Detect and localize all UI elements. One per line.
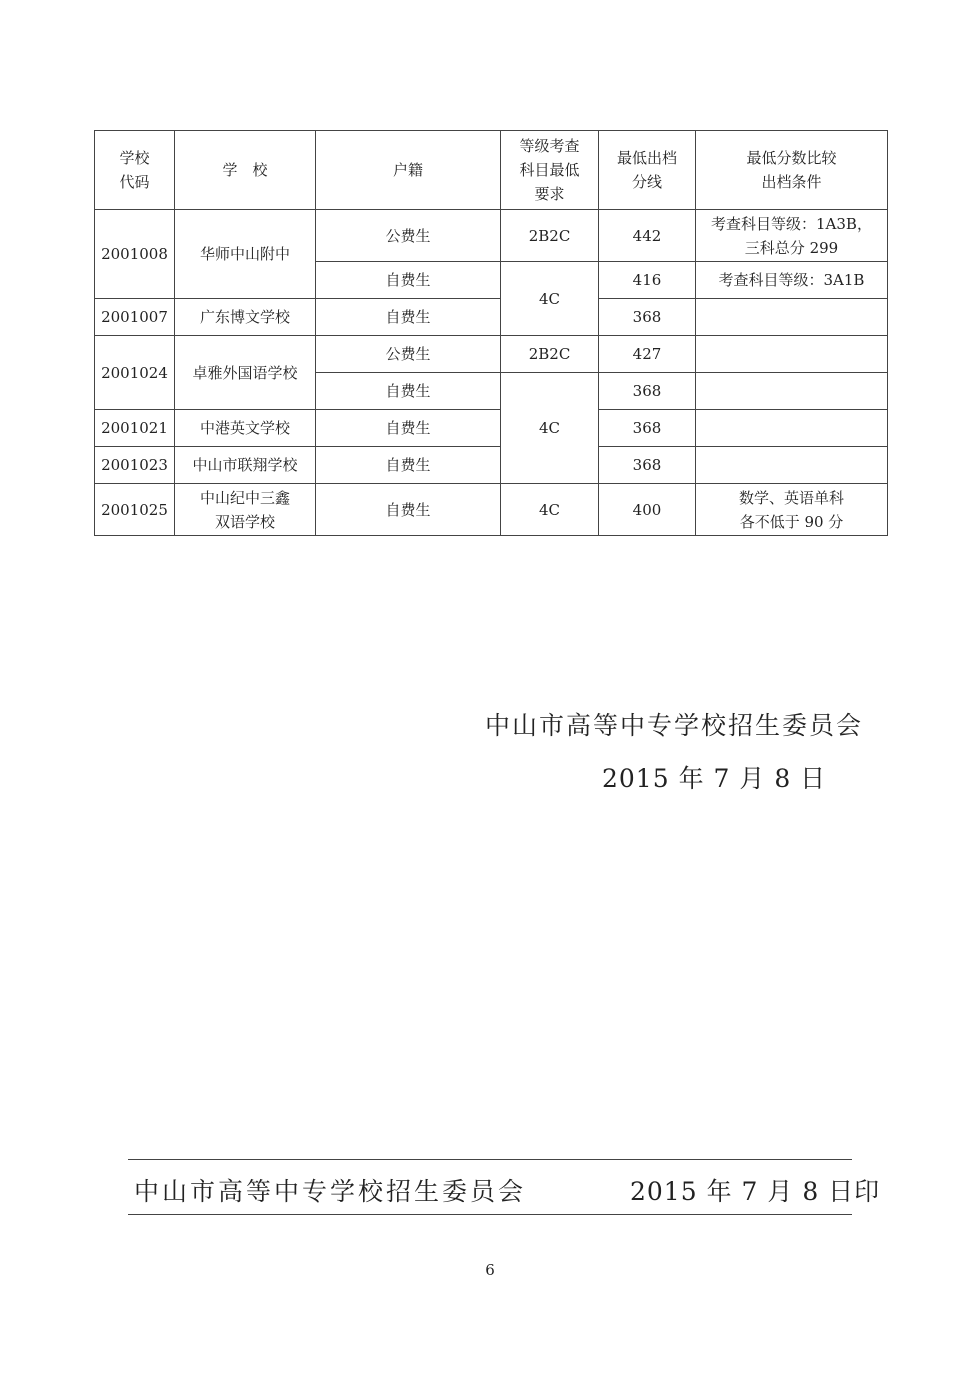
table-row [95,210,888,262]
header-condition: 最低分数比较 出档条件 [696,131,888,210]
grade-requirement: 4C [501,484,599,536]
min-score: 368 [599,299,696,336]
household-type: 自费生 [316,262,501,299]
school-code: 2001008 [95,210,175,299]
school-name: 中港英文学校 [175,410,316,447]
school-name: 广东博文学校 [175,299,316,336]
grade-requirement: 2B2C [501,336,599,373]
min-score: 400 [599,484,696,536]
min-score: 427 [599,336,696,373]
school-code: 2001021 [95,410,175,447]
school-code: 2001024 [95,336,175,410]
min-score: 416 [599,262,696,299]
header-school: 学 校 [175,131,316,210]
footer-print-date: 2015 年 7 月 8 日印 [630,1177,881,1206]
school-name: 卓雅外国语学校 [175,336,316,410]
school-code: 2001007 [95,299,175,336]
header-grade-requirement: 等级考查 科目最低 要求 [501,131,599,210]
school-name: 华师中山附中 [175,210,316,299]
grade-requirement: 4C [501,373,599,484]
school-name: 中山纪中三鑫 双语学校 [175,484,316,536]
household-type: 自费生 [316,484,501,536]
table-row [95,336,888,373]
header-min-score: 最低出档 分线 [599,131,696,210]
grade-requirement: 4C [501,262,599,336]
signature-organization: 中山市高等中专学校招生委员会 [485,711,864,740]
signature-date: 2015 年 7 月 8 日 [602,764,827,793]
admission-score-table [94,130,888,536]
school-code: 2001025 [95,484,175,536]
household-type: 公费生 [316,210,501,262]
household-type: 自费生 [316,373,501,410]
condition [696,299,888,336]
household-type: 自费生 [316,299,501,336]
min-score: 442 [599,210,696,262]
header-school-code: 学校 代码 [95,131,175,210]
footer-bottom-rule [128,1214,852,1215]
table-row [95,410,888,447]
footer-top-rule [128,1159,852,1160]
header-household: 户籍 [316,131,501,210]
school-code: 2001023 [95,447,175,484]
grade-requirement: 2B2C [501,210,599,262]
household-type: 自费生 [316,410,501,447]
page-number: 6 [485,1261,495,1279]
household-type: 公费生 [316,336,501,373]
condition: 数学、英语单科 各不低于 90 分 [696,484,888,536]
condition [696,373,888,410]
table-row [95,484,888,536]
condition [696,447,888,484]
footer-organization: 中山市高等中专学校招生委员会 [134,1177,527,1206]
condition: 考查科目等级：1A3B， 三科总分 299 [696,210,888,262]
table-row [95,447,888,484]
min-score: 368 [599,447,696,484]
table-header-row [95,131,888,210]
table-row [95,299,888,336]
min-score: 368 [599,410,696,447]
household-type: 自费生 [316,447,501,484]
min-score: 368 [599,373,696,410]
school-name: 中山市联翔学校 [175,447,316,484]
condition: 考查科目等级：3A1B [696,262,888,299]
condition [696,336,888,373]
condition [696,410,888,447]
